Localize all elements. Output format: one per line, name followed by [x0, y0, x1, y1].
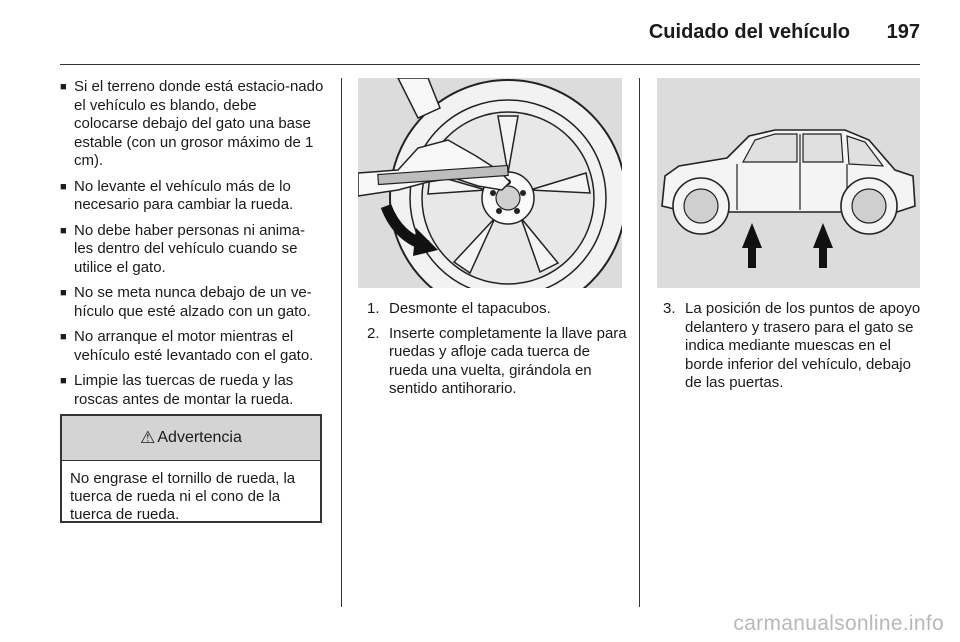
- bullet-item: ■ Si el terreno donde está estacio-nado el vehículo es blando, debe colocarse debajo del gato una base estable (con un grosor máximo de 1 cm).: [60, 78, 324, 171]
- step-item: [367, 325, 627, 399]
- car-illustration: [657, 78, 920, 288]
- steps-list-1: [367, 300, 627, 405]
- watermark: carmanualsonline.info: [733, 612, 944, 635]
- bullet-item: ■ No arranque el motor mientras el vehículo esté levantado con el gato.: [60, 328, 324, 365]
- bullet-item: ■ No levante el vehículo más de lo necesario para cambiar la rueda.: [60, 178, 324, 215]
- wheel-wrench-drawing: [358, 78, 622, 288]
- warning-text: No engrase el tornillo de rueda, la tuerca de rueda ni el cono de la tuerca de rueda.: [70, 470, 296, 523]
- bullet-item: ■ No se meta nunca debajo de un ve-hículo que esté alzado con un gato.: [60, 284, 324, 321]
- step-text: Desmonte el tapacubos.: [389, 300, 551, 317]
- step-number: 2.: [367, 324, 380, 342]
- column-divider-right: [639, 78, 640, 607]
- step-number: 3.: [663, 300, 676, 317]
- wheel-illustration: [358, 78, 622, 288]
- page-header: [60, 0, 920, 65]
- step-text: La posición de los puntos de apoyo delantero y trasero para el gato se indica mediante muescas en el borde inferior del vehículo, debajo de las puertas.: [685, 300, 921, 391]
- step-item: [663, 300, 925, 393]
- safety-column: [60, 78, 324, 416]
- step-text: Inserte completamente la llave para ruedas y afloje cada tuerca de rueda una vuelta, girándola en sentido antihorario.: [389, 324, 627, 397]
- page-number: 197: [886, 21, 920, 43]
- warning-header: [62, 416, 320, 461]
- section-title: Cuidado del vehículo: [648, 21, 850, 43]
- warning-triangle-icon: ⚠: [140, 428, 156, 447]
- safety-bullet-list: [60, 78, 324, 409]
- warning-box: [60, 414, 322, 523]
- bullet-item: ■ Limpie las tuercas de rueda y las roscas antes de montar la rueda.: [60, 372, 324, 409]
- warning-title: Advertencia: [157, 429, 242, 446]
- car-jack-points-drawing: [657, 78, 920, 288]
- column-divider-left: [341, 78, 342, 607]
- bullet-item: ■ No debe haber personas ni anima-les dentro del vehículo cuando se utilice el gato.: [60, 222, 324, 278]
- step-item: [367, 300, 627, 319]
- steps-list-2: [663, 300, 925, 399]
- step-number: 1.: [367, 300, 380, 317]
